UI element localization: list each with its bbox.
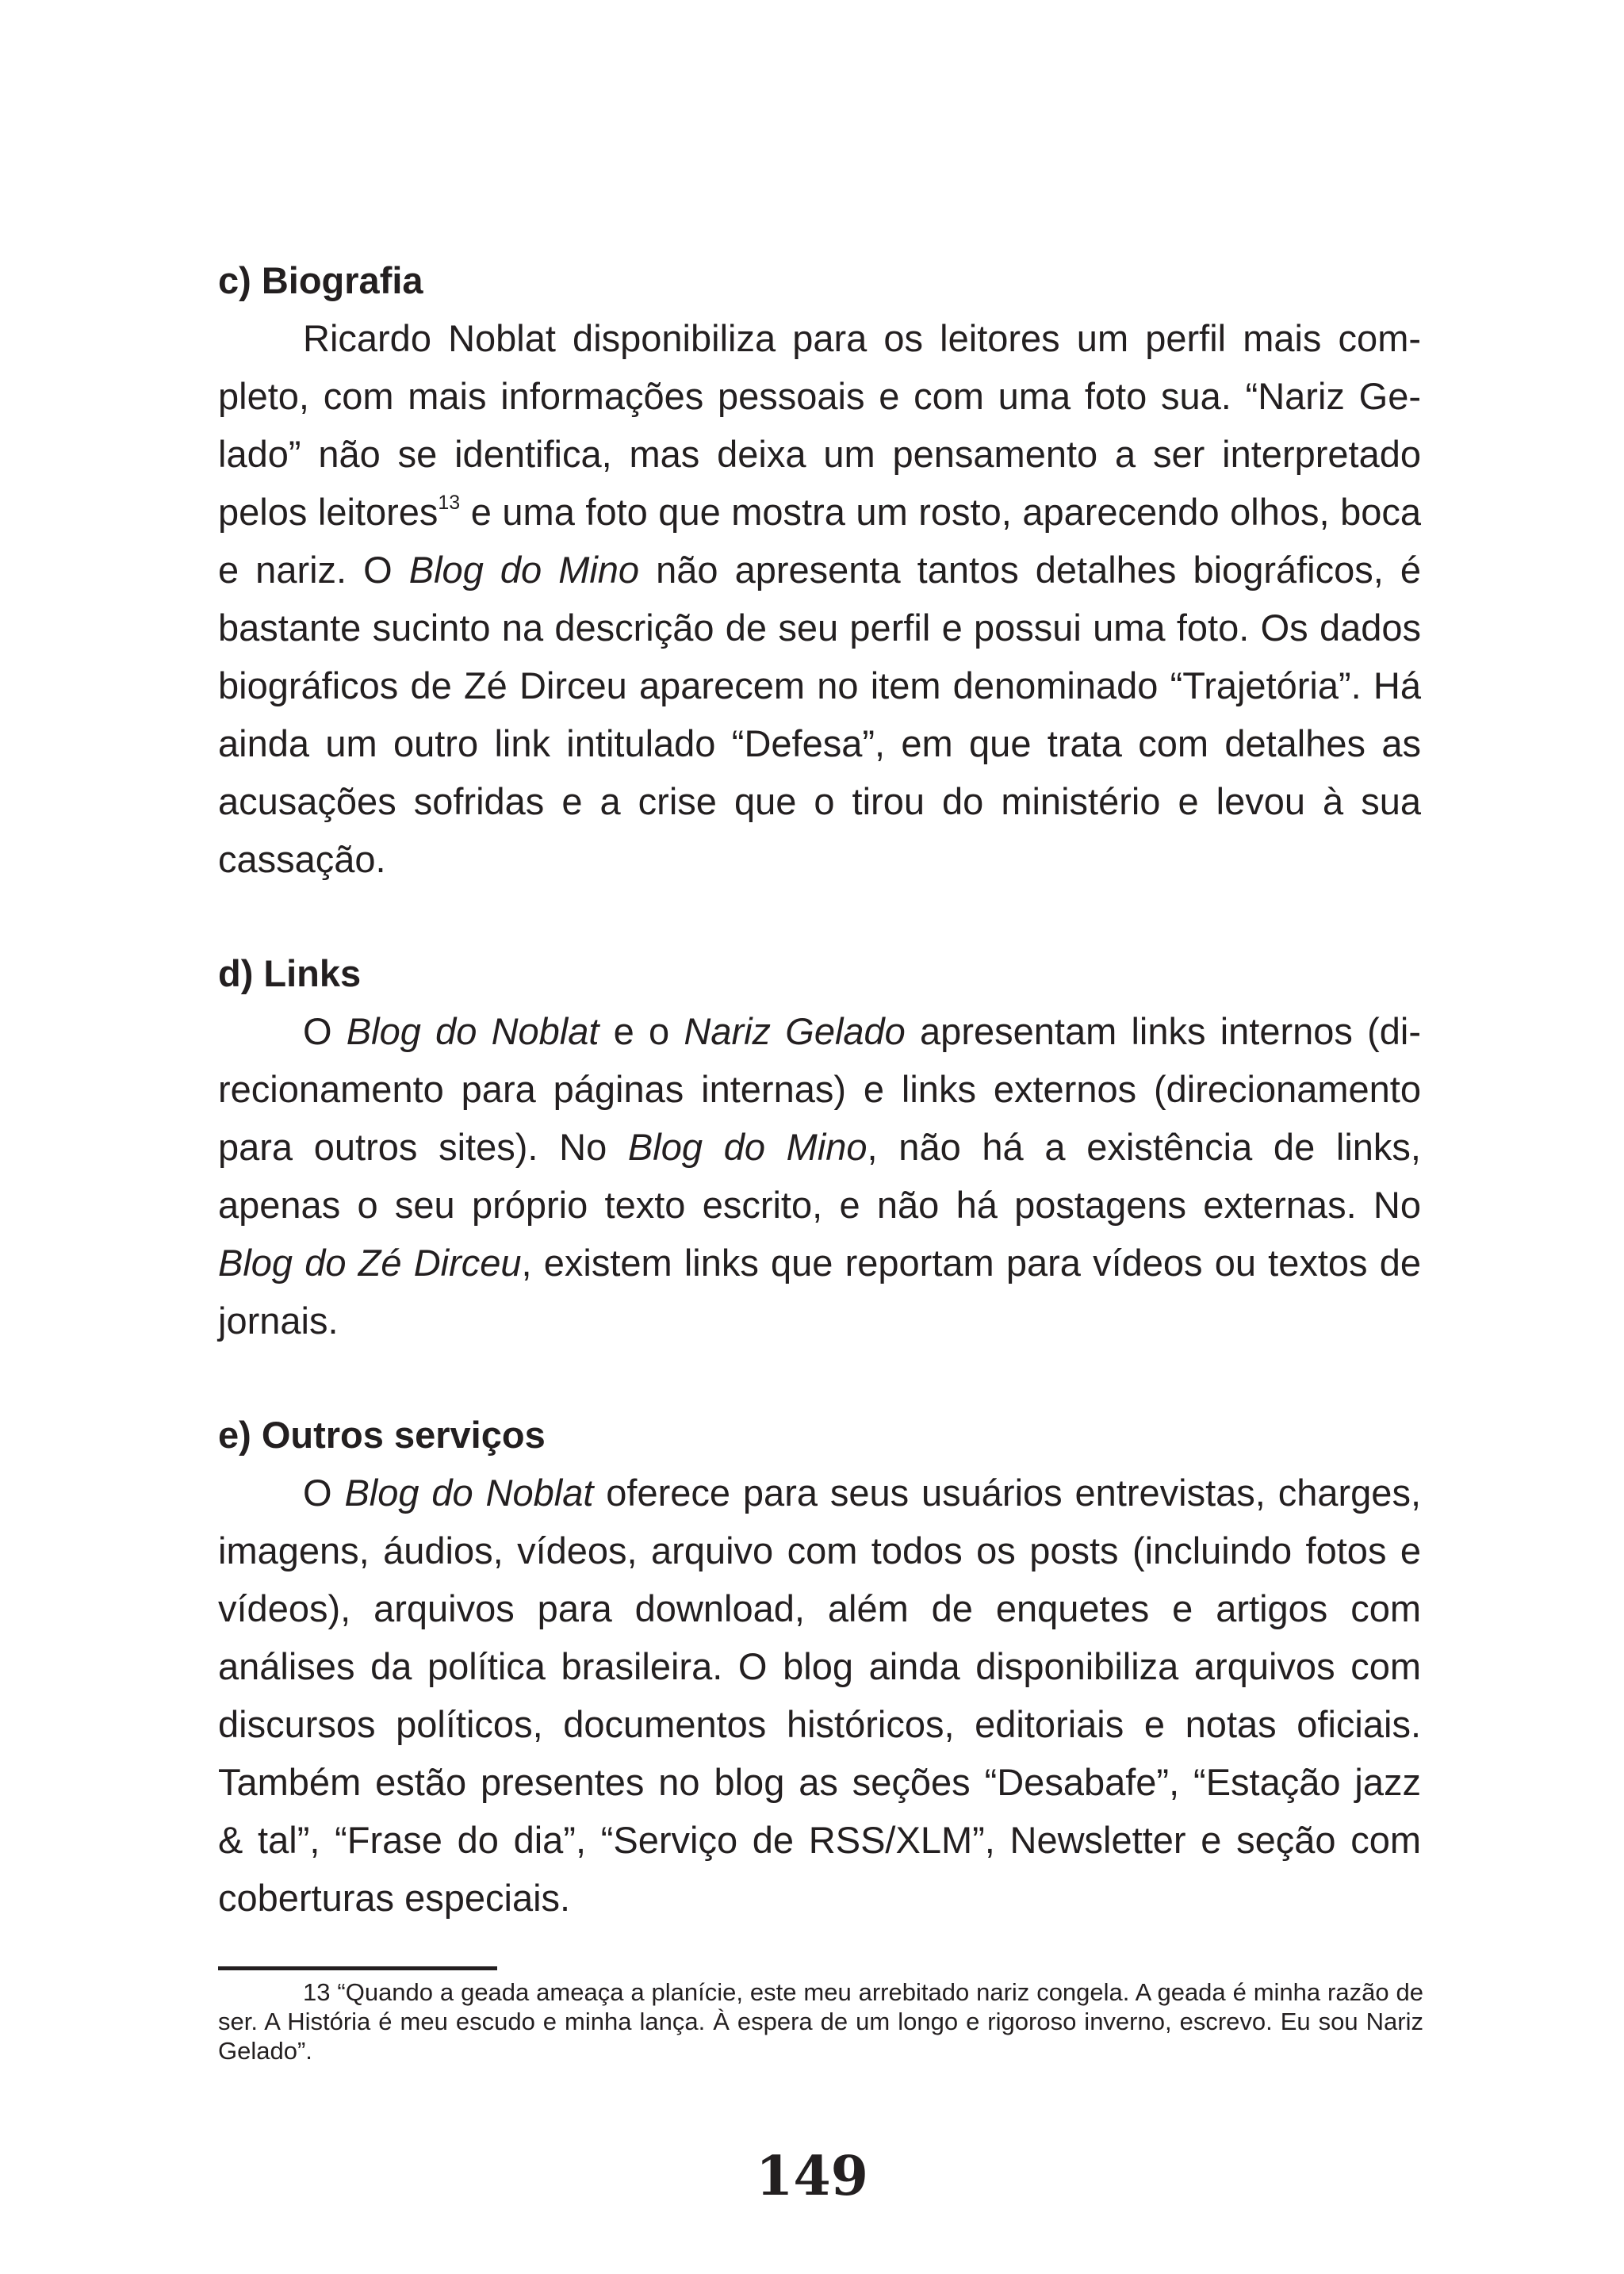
section-biografia xyxy=(218,252,1421,888)
section-outros-servicos xyxy=(218,1407,1421,1927)
italic-title: Blog do Zé Dirceu xyxy=(218,1242,522,1284)
footnote-13: 13 “Quando a geada ameaça a planície, este meu arrebitado nariz congela. A geada é minha razão de ser. A História é meu escudo e minha lança. À espera de um longo e rigoroso inverno, escrevo. Eu sou Nariz Gelado”. xyxy=(218,1978,1423,2065)
text-run: O xyxy=(303,1472,345,1514)
footnote-reference: 13 xyxy=(438,492,461,514)
italic-title: Blog do Noblat xyxy=(344,1472,594,1514)
italic-title: Nariz Gelado xyxy=(684,1010,906,1052)
section-spacer xyxy=(218,1349,1421,1407)
italic-title: Blog do Noblat xyxy=(346,1010,599,1052)
text-run: não apresenta tantos detalhes biográficos, é bastante sucinto na descrição de seu perfil e possui uma foto. Os dados biográficos de Zé Dirceu aparecem no item denominado “Trajetória”. Há ainda um outro link intitulado “Defesa”, em que trata com detalhes as acusações sofridas e a crise que o tirou do ministério e levou à sua cassação. xyxy=(218,549,1422,880)
text-run: Ricardo Noblat disponibiliza para os leitores um perfil mais com-pleto, com mais informações pessoais e com uma foto sua. “Nariz Ge-lado” não se identifica, mas deixa um pensamento a ser interpretado pelos leitores xyxy=(218,317,1421,533)
body-text xyxy=(218,252,1421,1927)
section-heading-outros-servicos: e) Outros serviços xyxy=(218,1414,546,1456)
text-run: oferece para seus usuários entrevistas, charges, imagens, áudios, vídeos, arquivo com todos os posts (incluindo fotos e vídeos), arquivos para download, além de enquetes e artigos com análises da política brasileira. O blog ainda disponibiliza arquivos com discursos políticos, documentos históricos, editoriais e notas oficiais. Também estão presentes no blog as seções “Desabafe”, “Estação jazz & tal”, “Frase do dia”, “Serviço de RSS/XLM”, Newsletter e seção com coberturas especiais. xyxy=(218,1472,1422,1919)
paragraph-outros-servicos xyxy=(218,1464,1421,1927)
text-run: e o xyxy=(599,1010,684,1052)
section-heading-biografia: c) Biografia xyxy=(218,259,423,301)
page-number: 149 xyxy=(756,2145,868,2208)
section-links xyxy=(218,945,1421,1349)
text-run: , não há a existência de links, apenas o seu próprio texto escrito, e não há postagens externas. No xyxy=(218,1126,1421,1226)
section-spacer xyxy=(218,888,1421,945)
footnote-divider xyxy=(218,1966,497,1970)
text-run: , existem links que reportam para vídeos ou textos de jornais. xyxy=(218,1242,1422,1342)
text-run: e uma foto que mostra um rosto, aparecendo olhos, boca e nariz. O xyxy=(218,491,1421,591)
paragraph-links xyxy=(218,1002,1421,1349)
text-run: apresentam links internos (di-recionamento para páginas internas) e links externos (direcionamento para outros sites). No xyxy=(218,1010,1422,1168)
paragraph-biografia xyxy=(218,309,1421,888)
text-run: O xyxy=(303,1010,347,1052)
italic-title: Blog do Mino xyxy=(408,549,640,591)
section-heading-links: d) Links xyxy=(218,952,362,994)
italic-title: Blog do Mino xyxy=(627,1126,868,1168)
